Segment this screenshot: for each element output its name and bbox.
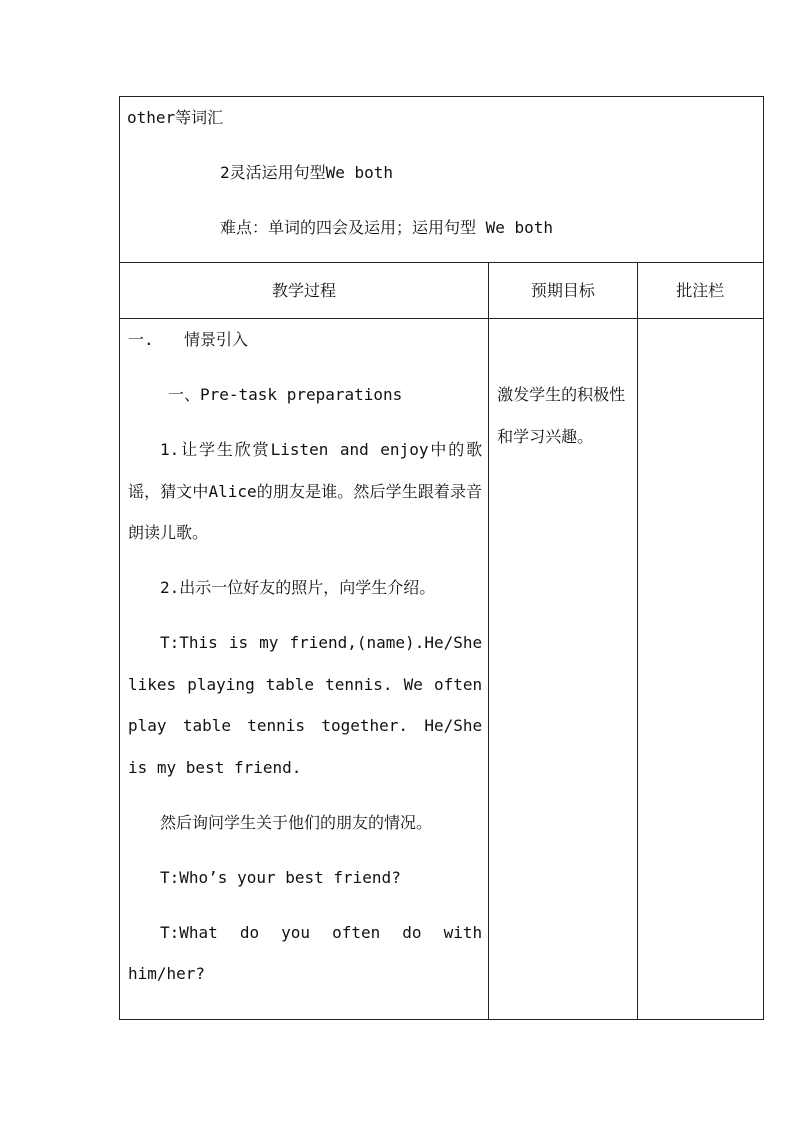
- objectives-row: [120, 97, 764, 263]
- content-row: [120, 319, 764, 1020]
- section-number: 一.: [128, 330, 154, 349]
- objectives-cell: [120, 97, 764, 263]
- header-notes: 批注栏: [637, 263, 763, 319]
- objective-line-2: 2灵活运用句型We both: [220, 163, 394, 182]
- goal-text: 激发学生的积极性和学习兴趣。: [497, 385, 626, 446]
- section-title: 情景引入: [184, 330, 249, 349]
- teacher-dialog: T:This is my friend,(name).He/She likes playing table tennis. We often play table tennis together. He/She is my best friend.: [128, 633, 483, 777]
- question-2: T:What do you often do with him/her?: [128, 922, 483, 983]
- subsection-title: 一、Pre-task preparations: [168, 385, 403, 404]
- notes-cell: [637, 319, 763, 1020]
- objective-line-1: other等词汇: [127, 108, 224, 127]
- header-row: [120, 263, 764, 319]
- step-1: 1.让学生欣赏Listen and enjoy中的歌谣，猜文中Alice的朋友是谁。然后学生跟着录音朗读儿歌。: [128, 440, 483, 542]
- goal-cell: [489, 319, 637, 1020]
- step-2: 2.出示一位好友的照片，向学生介绍。: [160, 578, 436, 597]
- process-cell: [120, 319, 489, 1020]
- header-goal: 预期目标: [489, 263, 637, 319]
- question-1: T:Who’s your best friend?: [160, 867, 401, 887]
- follow-up: 然后询问学生关于他们的朋友的情况。: [160, 812, 433, 832]
- header-process: 教学过程: [120, 263, 489, 319]
- section-heading: [128, 319, 482, 361]
- difficulty-line: 难点：单词的四会及运用；运用句型 We both: [220, 218, 554, 237]
- lesson-plan-table: [119, 96, 764, 1020]
